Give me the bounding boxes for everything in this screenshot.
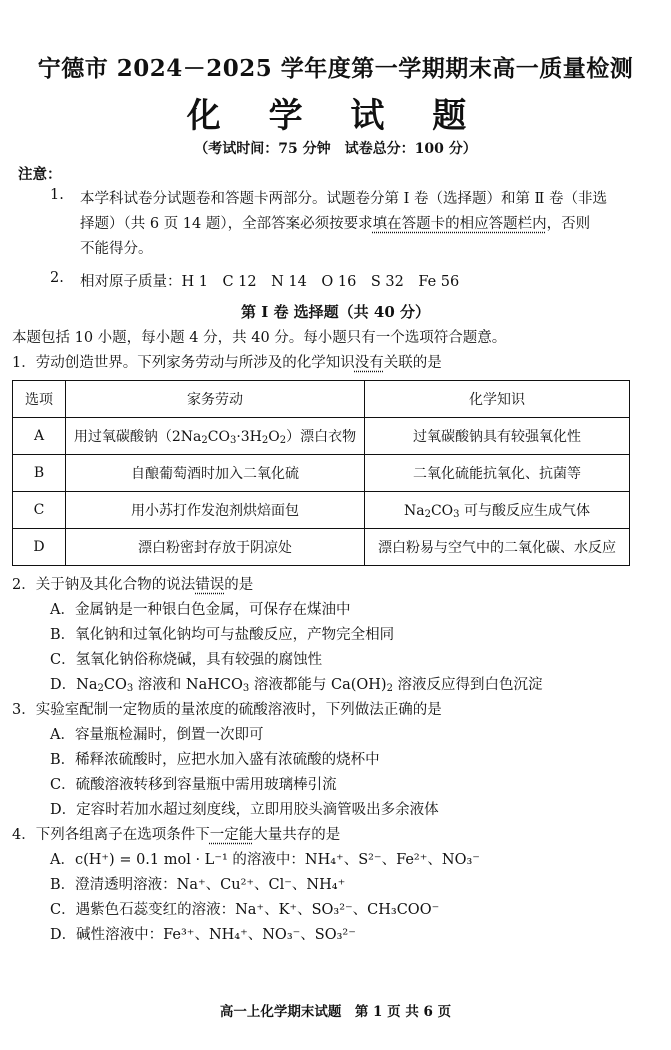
row-d-housework: 漂白粉密封存放于阴凉处 xyxy=(66,529,365,566)
question-1-table xyxy=(12,380,630,566)
question-1-emphasis: 没有 xyxy=(354,355,384,371)
row-a-chemistry: 过氧碳酸钠具有较强氧化性 xyxy=(365,418,630,455)
question-2-option-b: B．氧化钠和过氧化钠均可与盐酸反应，产物完全相同 xyxy=(50,627,395,643)
question-2-option-d-b: CO xyxy=(103,677,127,693)
note-1-emphasis: 填在答题卡的相应答题栏内 xyxy=(372,216,547,232)
notes-label: 注意： xyxy=(18,166,62,183)
question-3-option-c: C．硫酸溶液转移到容量瓶中需用玻璃棒引流 xyxy=(50,777,337,793)
question-3-option-d: D．定容时若加水超过刻度线，立即用胶头滴管吸出多余液体 xyxy=(50,802,439,818)
question-3-option-b: B．稀释浓硫酸时，应把水加入盛有浓硫酸的烧杯中 xyxy=(50,752,380,768)
row-a-housework-c: ·3H xyxy=(236,429,262,445)
question-1-stem xyxy=(12,351,442,372)
section-1-instruction: 本题包括 10 小题，每小题 4 分，共 40 分。每小题只有一个选项符合题意。 xyxy=(12,330,507,346)
row-d-option: D xyxy=(13,529,66,566)
note-1-line-1: 本学科试卷分试题卷和答题卡两部分。试题卷分第 Ⅰ 卷（选择题）和第 Ⅱ 卷（非选 xyxy=(80,191,608,207)
row-a-housework: 用过氧碳酸钠$(2Na_2CO_3\cdot 3H_2O_2)$漂白衣物 xyxy=(66,418,365,455)
question-2-option-d-e: 溶液反应得到白色沉淀 xyxy=(392,677,543,693)
note-1-line-2-part-c: ，否则 xyxy=(546,216,591,232)
note-2-number: 2. xyxy=(50,270,64,286)
row-b-option: B xyxy=(13,455,66,492)
table-header-row xyxy=(13,381,630,418)
question-1-stem-a: 1．劳动创造世界。下列家务劳动与所涉及的化学知识 xyxy=(12,355,355,371)
question-2-option-d: D．$Na_2CO_3$ 溶液和 NaHCO$_3$ 溶液都能与 $Ca(OH)_2$ 溶液反应得到白色沉淀 xyxy=(50,677,543,694)
table-row xyxy=(13,529,630,566)
row-c-option: C xyxy=(13,492,66,529)
row-a-housework-d: O xyxy=(268,429,280,445)
section-1-title: 第 Ⅰ 卷 选择题（共 40 分） xyxy=(240,303,430,321)
question-4-option-a: A．c(H⁺) = 0.1 mol · L⁻¹ 的溶液中：NH₄⁺、S²⁻、Fe²⁺、NO₃⁻ xyxy=(50,852,480,868)
row-a-housework-b: CO xyxy=(207,429,230,445)
note-2-text: 相对原子质量：H 1 C 12 N 14 O 16 S 32 Fe 56 xyxy=(80,274,460,290)
question-2-emphasis: 错误 xyxy=(195,577,225,593)
row-a-option: A xyxy=(13,418,66,455)
row-c-housework: 用小苏打作发泡剂烘焙面包 xyxy=(66,492,365,529)
row-c-chemistry-c: 可与酸反应生成气体 xyxy=(459,503,590,519)
row-c-chemistry: $Na_2CO_3$ 可与酸反应生成气体 xyxy=(365,492,630,529)
question-4-stem xyxy=(12,823,340,844)
header-option: 选项 xyxy=(13,381,66,418)
question-2-option-a: A．金属钠是一种银白色金属，可保存在煤油中 xyxy=(50,602,351,618)
row-b-chemistry: 二氧化硫能抗氧化、抗菌等 xyxy=(365,455,630,492)
row-a-housework-e: ）漂白衣物 xyxy=(286,429,357,445)
table-row xyxy=(13,492,630,529)
question-3-option-a: A．容量瓶检漏时，倒置一次即可 xyxy=(50,727,264,743)
question-4-stem-c: 大量共存的是 xyxy=(253,827,341,843)
row-d-chemistry: 漂白粉易与空气中的二氧化碳、水反应 xyxy=(365,529,630,566)
page-footer: 高一上化学期末试题 第 1 页 共 6 页 xyxy=(219,1004,452,1020)
question-4-option-d: D．碱性溶液中：Fe³⁺、NH₄⁺、NO₃⁻、SO₃²⁻ xyxy=(50,927,356,943)
note-1-line-2 xyxy=(80,212,590,233)
question-3-stem: 3．实验室配制一定物质的量浓度的硫酸溶液时，下列做法正确的是 xyxy=(12,702,442,718)
header-housework: 家务劳动 xyxy=(66,381,365,418)
subject-title: 化 学 试 题 xyxy=(186,96,485,136)
question-2-option-d-c: 溶液和 NaHCO xyxy=(133,677,243,693)
question-4-stem-a: 4．下列各组离子在选项条件下 xyxy=(12,827,210,843)
row-a-housework-a: 用过氧碳酸钠（2Na xyxy=(73,429,202,445)
question-1-stem-c: 关联的是 xyxy=(383,355,442,371)
exam-info: （考试时间：75 分钟 试卷总分：100 分） xyxy=(194,141,477,157)
note-1-number: 1. xyxy=(50,187,64,203)
question-2-option-d-d: 溶液都能与 Ca(OH) xyxy=(249,677,387,693)
question-4-emphasis: 一定能 xyxy=(209,827,254,843)
row-b-housework: 自酿葡萄酒时加入二氧化硫 xyxy=(66,455,365,492)
question-2-option-c: C．氢氧化钠俗称烧碱，具有较强的腐蚀性 xyxy=(50,652,323,668)
exam-title: 宁德市 2024－2025 学年度第一学期期末高一质量检测 xyxy=(37,55,634,82)
row-c-chemistry-b: CO xyxy=(430,503,454,519)
question-2-stem-c: 的是 xyxy=(224,577,254,593)
table-row xyxy=(13,418,630,455)
question-4-option-b: B．澄清透明溶液：Na⁺、Cu²⁺、Cl⁻、NH₄⁺ xyxy=(50,877,346,893)
question-2-stem-a: 2．关于钠及其化合物的说法 xyxy=(12,577,196,593)
header-chemistry: 化学知识 xyxy=(365,381,630,418)
row-c-chemistry-a: Na xyxy=(403,503,425,519)
table-row xyxy=(13,455,630,492)
question-2-stem xyxy=(12,573,253,594)
question-4-option-c: C．遇紫色石蕊变红的溶液：Na⁺、K⁺、SO₃²⁻、CH₃COO⁻ xyxy=(50,902,440,918)
question-2-option-d-a: D．Na xyxy=(50,677,98,693)
note-1-line-3: 不能得分。 xyxy=(80,241,153,257)
note-1-line-2-part-a: 择题）（共 6 页 14 题），全部答案必须按要求 xyxy=(80,216,373,232)
